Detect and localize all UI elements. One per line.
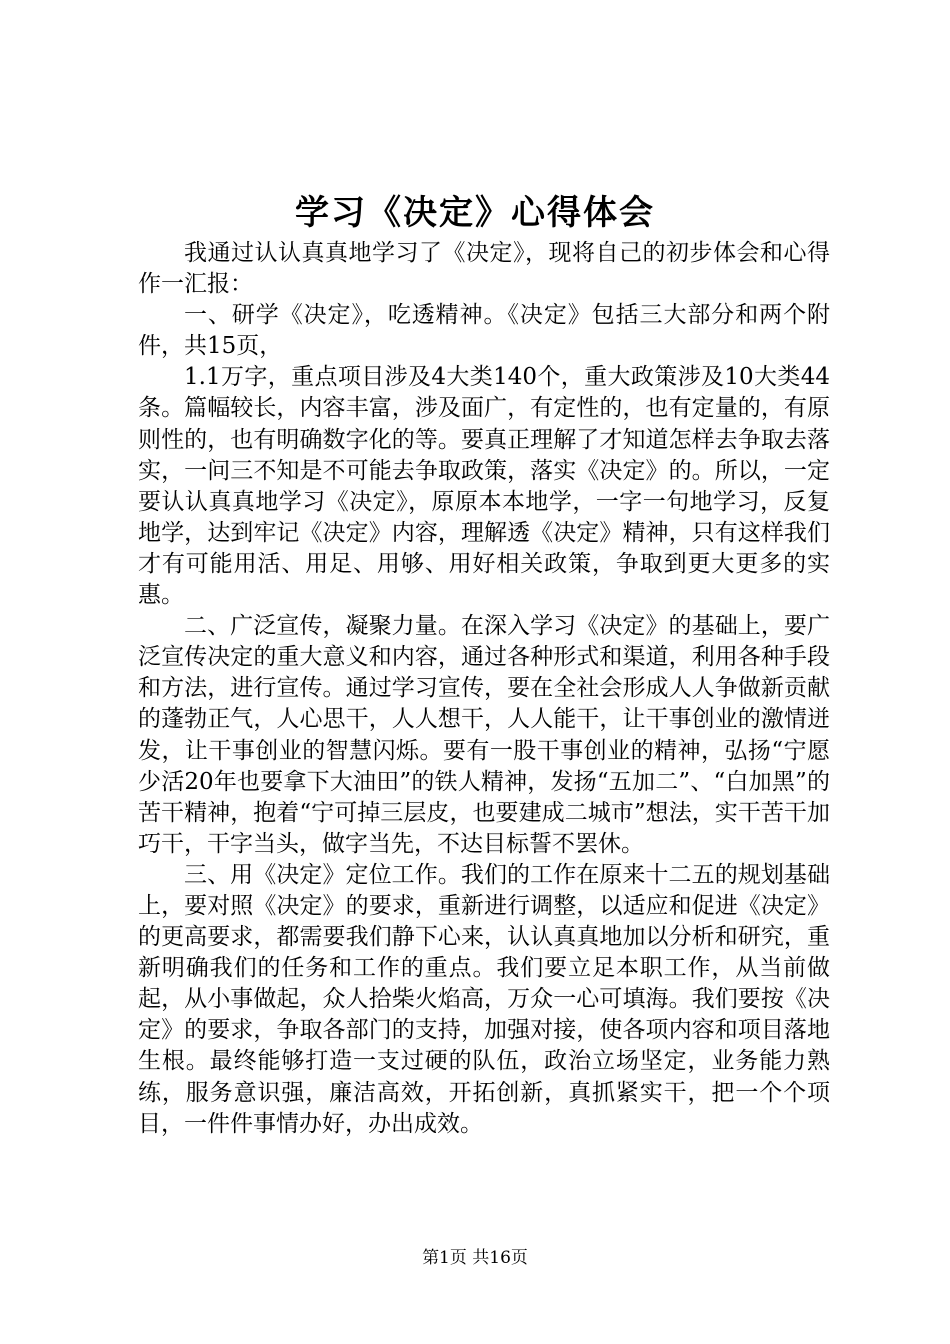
paragraph-section-3: 三、用《决定》定位工作。我们的工作在原来十二五的规划基础上，要对照《决定》的要求，重新进行调整，以适应和促进《决定》的更高要求，都需要我们静下心来，认认真真地加以分析和研究，重新明确我们的任务和工作的重点。我们要立足本职工作，从当前做起，从小事做起，众人拾柴火焰高，万众一心可填海。我们要按《决定》的要求，争取各部门的支持，加强对接，使各项内容和项目落地生根。最终能够打造一支过硬的队伍，政治立场坚定，业务能力熟练，服务意识强，廉洁高效，开拓创新，真抓紧实干，把一个个项目，一件件事情办好，办出成效。	[138, 861, 830, 1137]
paragraph-section-2: 二、广泛宣传，凝聚力量。在深入学习《决定》的基础上，要广泛宣传决定的重大意义和内容，通过各种形式和渠道，利用各种手段和方法，进行宣传。通过学习宣传，要在全社会形成人人争做新贡献的蓬勃正气，人心思干，人人想干，人人能干，让干事创业的激情迸发，让干事创业的智慧闪烁。要有一股干事创业的精神，弘扬“宁愿少活20年也要拿下大油田”的铁人精神，发扬“五加二”、“白加黑”的苦干精神，抱着“宁可掉三层皮，也要建成二城市”想法，实干苦干加巧干，干字当头，做字当先，不达目标誓不罢休。	[138, 613, 830, 857]
paragraph-section-1-detail: 1.1万字，重点项目涉及4大类140个，重大政策涉及10大类44条。篇幅较长，内容丰富，涉及面广，有定性的，也有定量的，有原则性的，也有明确数字化的等。要真正理解了才知道怎样去争取去落实，一问三不知是不可能去争取政策，落实《决定》的。所以，一定要认认真真地学习《决定》，原原本本地学，一字一句地学习，反复地学，达到牢记《决定》内容，理解透《决定》精神，只有这样我们才有可能用活、用足、用够、用好相关政策，争取到更大更多的实惠。	[138, 364, 830, 609]
document-title: 学习《决定》心得体会	[295, 193, 655, 233]
paragraph-section-1: 一、研学《决定》，吃透精神。《决定》包括三大部分和两个附件，共15页，	[138, 302, 830, 360]
document-body	[138, 238, 830, 1140]
paragraph-intro: 我通过认认真真地学习了《决定》，现将自己的初步体会和心得作一汇报：	[138, 240, 830, 298]
page-footer: 第1页 共16页	[422, 1248, 528, 1268]
